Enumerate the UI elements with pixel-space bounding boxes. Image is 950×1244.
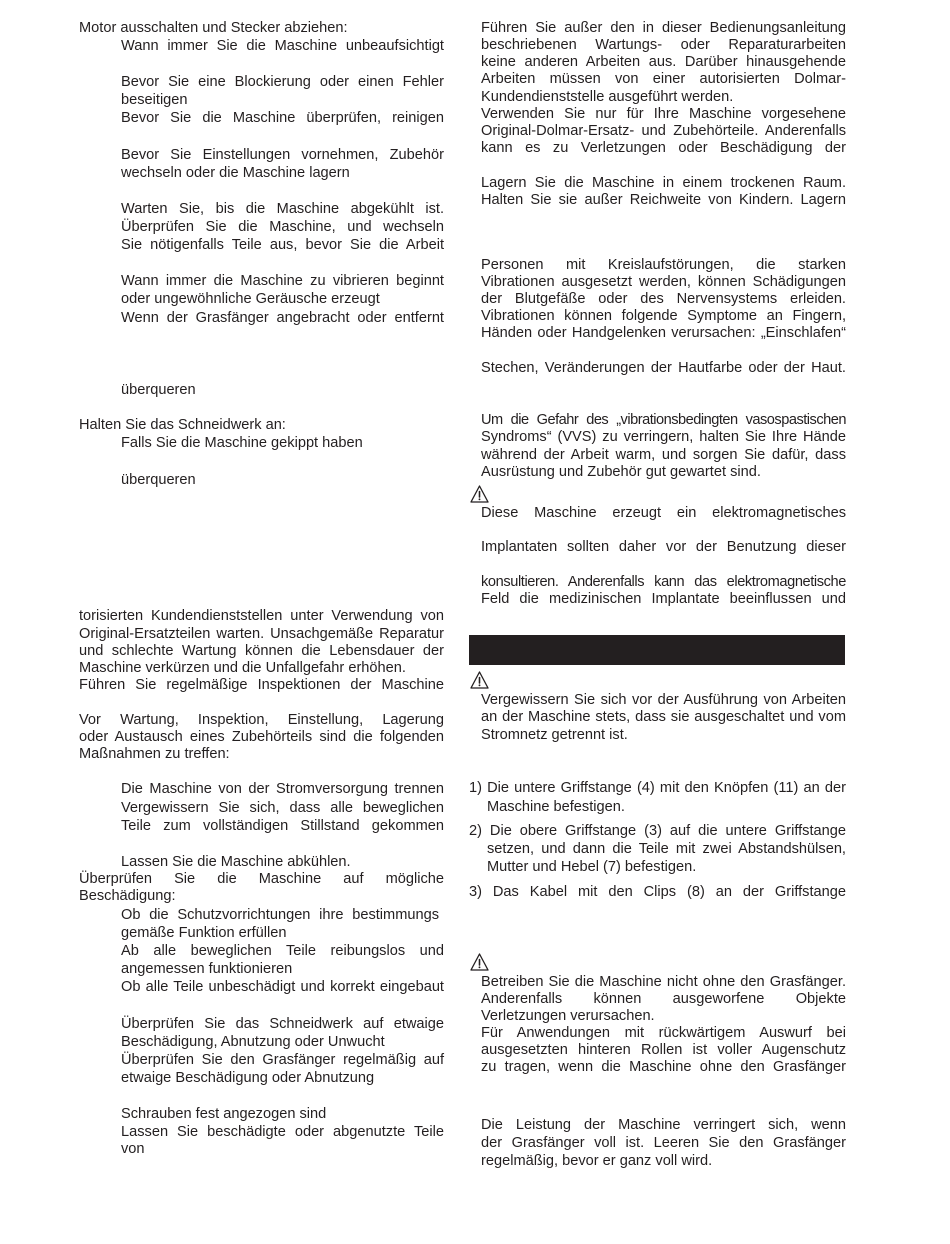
text-line: Feld die medizinischen Implantate beeinflussen und xyxy=(481,591,846,607)
text-line: Verletzungen verursachen. xyxy=(481,1008,655,1024)
text-line: Anderenfalls können ausgeworfene Objekte xyxy=(481,991,846,1007)
text-line: überqueren xyxy=(121,382,196,398)
text-line: Die Leistung der Maschine verringert sich, wenn xyxy=(481,1117,846,1133)
text-line: Stromnetz getrennt ist. xyxy=(481,727,628,743)
list-item: 2) Die obere Griffstange (3) auf die untere Griffstange xyxy=(469,823,846,839)
text-line: der Grasfänger voll ist. Leeren Sie den Grasfänger xyxy=(481,1135,846,1151)
text-line: Ob alle Teile unbeschädigt und korrekt eingebaut xyxy=(121,979,444,995)
warning-triangle-icon xyxy=(470,671,489,689)
text-line: Beschädigung, Abnutzung oder Unwucht xyxy=(121,1034,385,1050)
text-line: Verwenden Sie nur für Ihre Maschine vorgesehene xyxy=(481,106,846,122)
text-line: Warten Sie, bis die Maschine abgekühlt ist. xyxy=(121,201,444,217)
text-line: Vibrationen ausgesetzt werden, können Schädigungen xyxy=(481,274,846,290)
text-line: Halten Sie sie außer Reichweite von Kindern. Lagern xyxy=(481,192,846,208)
text-line: oder ungewöhnliche Geräusche erzeugt xyxy=(121,291,380,307)
text-line: Syndroms“ (VVS) zu verringern, halten Sie Ihre Hände xyxy=(481,429,846,445)
text-line: setzen, und dann die Teile mit zwei Abstandshülsen, xyxy=(487,841,846,857)
text-line: Überprüfen Sie den Grasfänger regelmäßig auf xyxy=(121,1052,444,1068)
text-line: Maßnahmen zu treffen: xyxy=(79,746,230,762)
text-line: Um die Gefahr des „vibrationsbedingten vasospastischen xyxy=(481,412,846,428)
text-line: Original-Dolmar-Ersatz- und Zubehörteile. Anderenfalls xyxy=(481,123,846,139)
text-line: regelmäßig, bevor er ganz voll wird. xyxy=(481,1153,713,1169)
text-line: Ausrüstung und Zubehör gut gewartet sind. xyxy=(481,464,761,480)
text-line: kann es zu Verletzungen oder Beschädigung der xyxy=(481,140,846,156)
text-line: Lassen Sie die Maschine abkühlen. xyxy=(121,854,351,870)
list-item: 1) Die untere Griffstange (4) mit den Knöpfen (11) an der xyxy=(469,780,846,796)
text-line: Schrauben fest angezogen sind xyxy=(121,1106,327,1122)
text-line: gemäße Funktion erfüllen xyxy=(121,925,287,941)
section-heading-bar xyxy=(469,635,845,665)
text-line: Sie nötigenfalls Teile aus, bevor Sie die Arbeit xyxy=(121,237,444,253)
text-line: Stechen, Veränderungen der Hautfarbe oder der Haut. xyxy=(481,360,846,376)
text-line: Führen Sie außer den in dieser Bedienungsanleitung xyxy=(481,20,846,36)
text-line: Bevor Sie Einstellungen vornehmen, Zubehör xyxy=(121,147,444,163)
text-line: Ob die Schutzvorrichtungen ihre bestimmungs xyxy=(121,907,439,923)
text-line: Motor ausschalten und Stecker abziehen: xyxy=(79,20,348,36)
warning-triangle-icon xyxy=(470,953,489,971)
text-line: Überprüfen Sie die Maschine auf mögliche xyxy=(79,871,444,887)
text-line: Diese Maschine erzeugt ein elektromagnetisches xyxy=(481,505,846,521)
list-item: 3) Das Kabel mit den Clips (8) an der Griffstange xyxy=(469,884,846,900)
text-line: Personen mit Kreislaufstörungen, die starken xyxy=(481,257,846,273)
text-line: Bevor Sie eine Blockierung oder einen Fehler xyxy=(121,74,444,90)
text-line: Beschädigung: xyxy=(79,888,176,904)
text-line: Kundendienststelle ausgeführt werden. xyxy=(481,89,734,105)
text-line: Wann immer die Maschine zu vibrieren beginnt xyxy=(121,273,444,289)
text-line: während der Arbeit warm, und sorgen Sie dafür, dass xyxy=(481,447,846,463)
text-line: Vergewissern Sie sich vor der Ausführung von Arbeiten xyxy=(481,692,846,708)
text-line: Bevor Sie die Maschine überprüfen, reinigen xyxy=(121,110,444,126)
text-line: beseitigen xyxy=(121,92,188,108)
text-line: Maschine verkürzen und die Unfallgefahr erhöhen. xyxy=(79,660,406,676)
text-line: etwaige Beschädigung oder Abnutzung xyxy=(121,1070,375,1086)
text-line: der Blutgefäße oder des Nervensystems erleiden. xyxy=(481,291,846,307)
text-line: Vibrationen können folgende Symptome an Fingern, xyxy=(481,308,846,324)
text-line: Halten Sie das Schneidwerk an: xyxy=(79,417,286,433)
text-line: Wann immer Sie die Maschine unbeaufsichtigt xyxy=(121,38,444,54)
text-line: ausgesetzten hinteren Rollen ist voller Augenschutz xyxy=(481,1042,846,1058)
text-line: Überprüfen Sie das Schneidwerk auf etwaige xyxy=(121,1016,444,1032)
text-line: torisierten Kundendienststellen unter Verwendung von xyxy=(79,608,444,624)
text-line: Implantaten sollten daher vor der Benutzung dieser xyxy=(481,539,846,555)
text-line: Mutter und Hebel (7) befestigen. xyxy=(487,859,697,875)
text-line: Original-Ersatzteilen warten. Unsachgemäße Reparatur xyxy=(79,626,444,642)
text-line: zu tragen, wenn die Maschine ohne den Grasfänger xyxy=(481,1059,846,1075)
warning-triangle-icon xyxy=(470,485,489,503)
text-line: Für Anwendungen mit rückwärtigem Auswurf bei xyxy=(481,1025,846,1041)
text-line: Lassen Sie beschädigte oder abgenutzte Teile von xyxy=(121,1124,444,1157)
text-line: beschriebenen Wartungs- oder Reparaturarbeiten xyxy=(481,37,846,53)
text-line: angemessen funktionieren xyxy=(121,961,293,977)
text-line: Falls Sie die Maschine gekippt haben xyxy=(121,435,363,451)
text-line: Die Maschine von der Stromversorgung trennen xyxy=(121,781,444,797)
text-line: Ab alle beweglichen Teile reibungslos und xyxy=(121,943,444,959)
text-line: und schlechte Wartung können die Lebensdauer der xyxy=(79,643,444,659)
text-line: Arbeiten müssen von einer autorisierten Dolmar- xyxy=(481,71,846,87)
text-line: Wenn der Grasfänger angebracht oder entfernt xyxy=(121,310,444,326)
text-line: Überprüfen Sie die Maschine, und wechseln xyxy=(121,219,444,235)
text-line: keine anderen Arbeiten aus. Darüber hinausgehende xyxy=(481,54,846,70)
text-line: Händen oder Handgelenken verursachen: „Einschlafen“ xyxy=(481,325,846,341)
text-line: konsultieren. Anderenfalls kann das elektromagnetische xyxy=(481,574,846,590)
text-line: überqueren xyxy=(121,472,196,488)
text-line: Lagern Sie die Maschine in einem trockenen Raum. xyxy=(481,175,846,191)
text-line: Teile zum vollständigen Stillstand gekommen xyxy=(121,818,444,834)
text-line: Führen Sie regelmäßige Inspektionen der Maschine xyxy=(79,677,444,693)
text-line: Maschine befestigen. xyxy=(487,799,625,815)
text-line: Vergewissern Sie sich, dass alle beweglichen xyxy=(121,800,444,816)
text-line: Betreiben Sie die Maschine nicht ohne den Grasfänger. xyxy=(481,974,846,990)
text-line: Vor Wartung, Inspektion, Einstellung, Lagerung xyxy=(79,712,444,728)
text-line: an der Maschine stets, dass sie ausgeschaltet und vom xyxy=(481,709,846,725)
text-line: wechseln oder die Maschine lagern xyxy=(121,165,350,181)
text-line: oder Austausch eines Zubehörteils sind die folgenden xyxy=(79,729,444,745)
